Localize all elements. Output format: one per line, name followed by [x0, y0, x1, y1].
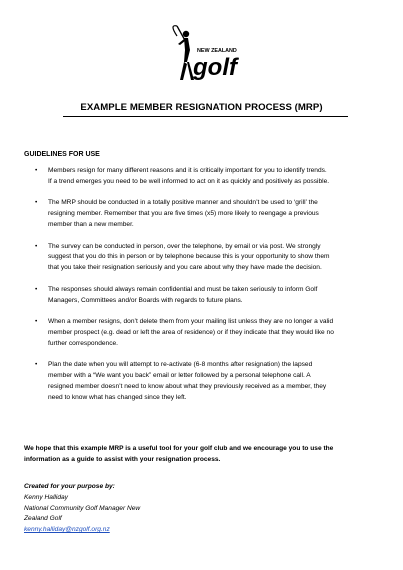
list-item-line: need to know what has changed since they left. — [48, 393, 187, 401]
list-item — [24, 360, 386, 403]
bullet-icon: • — [35, 361, 38, 369]
list-item — [24, 285, 386, 307]
list-item-line: member with a “We want you back” email or letter followed by a personal telephone call. A — [48, 372, 311, 380]
list-item — [24, 317, 386, 349]
list-item-line: If a trend emerges you need to be well informed to act on it as quickly and positively as possible. — [48, 177, 330, 185]
signoff-label: Created for your purpose by: — [24, 483, 115, 490]
bullet-icon: • — [35, 199, 38, 207]
signoff-role: National Community Golf Manager New — [24, 504, 141, 512]
guidelines-list — [24, 166, 386, 414]
closing-line: information as a guide to assist with your resignation process. — [24, 455, 221, 463]
list-item-line: The responses should always remain confidential and must be taken seriously to inform Golf — [48, 285, 318, 293]
list-item — [24, 242, 386, 274]
list-item-line: Managers, Committees and/or Boards with regards to future plans. — [48, 296, 243, 304]
list-item — [24, 166, 386, 188]
nz-golf-logo — [163, 22, 243, 92]
signoff-block — [24, 482, 324, 536]
logo-tagline: NEW ZEALAND — [197, 48, 237, 54]
list-item-line: The survey can be conducted in person, over the telephone, by email or via post. We strongly — [48, 242, 321, 250]
signoff-name: Kenny Halliday — [24, 493, 68, 501]
list-item-line: that you take their resignation seriously and you care about why they have made the decision. — [48, 264, 322, 272]
list-item-line: further correspondence. — [48, 339, 119, 347]
golfer-swing-icon — [163, 22, 243, 92]
logo-wordmark: golf — [193, 54, 237, 81]
bullet-icon: • — [35, 285, 38, 293]
list-item-line: Members resign for many different reasons and it is critically important for you to identify trends. — [48, 167, 327, 174]
closing-paragraph — [24, 444, 374, 466]
list-item-line: When a member resigns, don’t delete them from your mailing list unless they are no longer a valid — [48, 318, 334, 326]
title-underline — [63, 116, 348, 117]
signoff-role: Zealand Golf — [24, 515, 62, 523]
list-item-line: Plan the date when you will attempt to re-activate (6-8 months after resignation) the lapsed — [48, 361, 313, 369]
guidelines-heading: GUIDELINES FOR USE — [24, 151, 100, 158]
list-item-line: member prospect (e.g. dead or left the area of residence) or if they indicate that they would like no — [48, 328, 334, 336]
list-item — [24, 198, 386, 230]
list-item-line: suggest that you do this in person or by telephone because this is your opportunity to show them — [48, 253, 330, 261]
list-item-line: resigned member doesn’t need to know about what they previously received as a member, they — [48, 382, 327, 390]
bullet-icon: • — [35, 242, 38, 250]
list-item-line: member than a new member. — [48, 220, 134, 228]
list-item-line: resigning member. Remember that you are five times (x5) more likely to reengage a previous — [48, 210, 319, 218]
document-title: EXAMPLE MEMBER RESIGNATION PROCESS (MRP) — [80, 102, 323, 113]
closing-line: We hope that this example MRP is a useful tool for your golf club and we encourage you to use the — [24, 445, 334, 452]
bullet-icon: • — [35, 318, 38, 326]
email-link[interactable]: kenny.halliday@nzgolf.org.nz — [24, 526, 110, 534]
list-item-line: The MRP should be conducted in a totally positive manner and shouldn’t be used to ‘grill’ the — [48, 199, 318, 207]
bullet-icon: • — [35, 167, 38, 174]
